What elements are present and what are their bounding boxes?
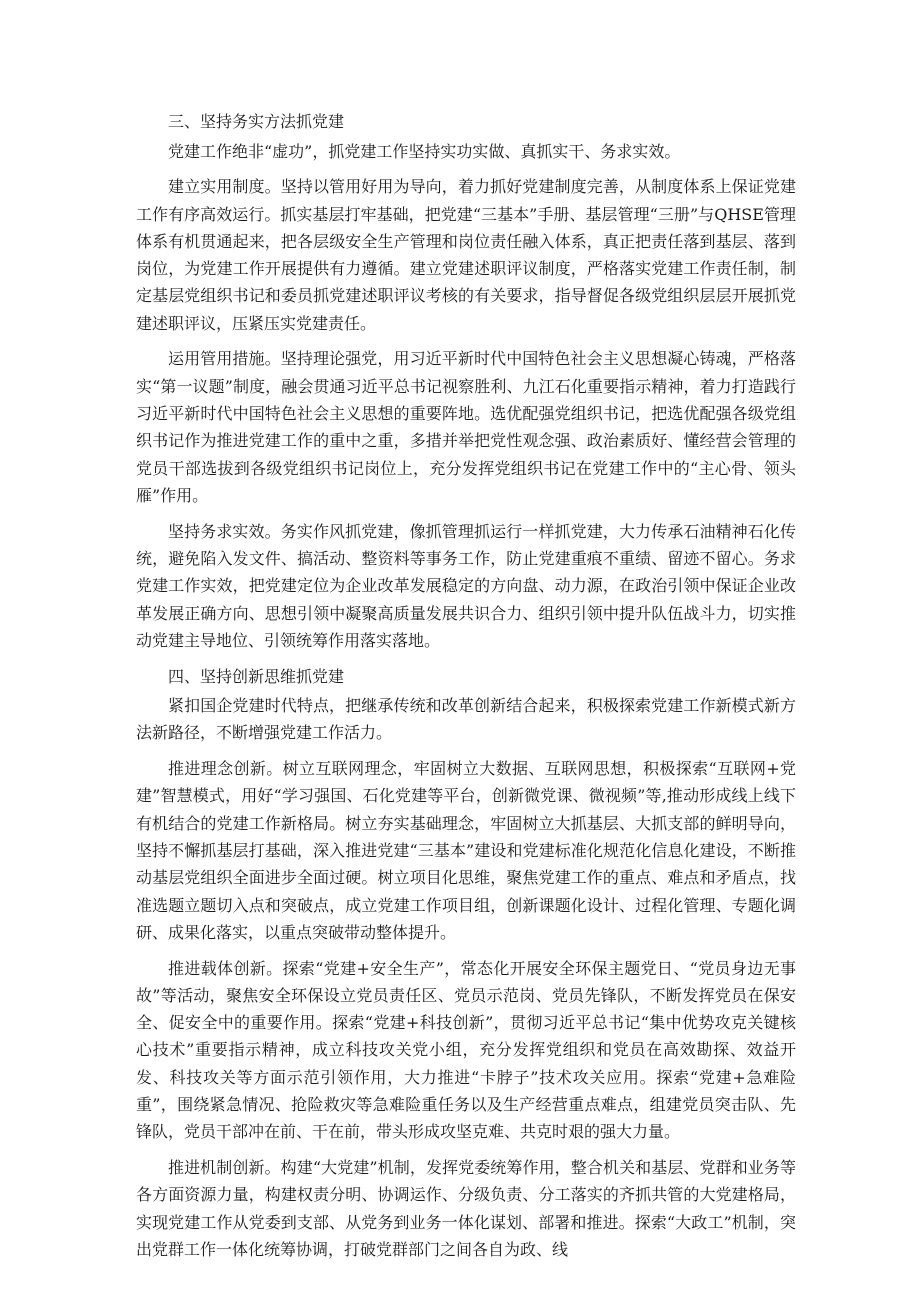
document-page <box>136 108 796 1272</box>
paragraph: 运用管用措施。坚持理论强党，用习近平新时代中国特色社会主义思想凝心铸魂，严格落实“第一议题”制度，融会贯通习近平总书记视察胜利、九江石化重要指示精神，着力打造践行习近平新时代中国特色社会主义思想的重要阵地。选优配强党组织书记，把选优配强各级党组织书记作为推进党建工作的重中之重，多措并举把党性观念强、政治素质好、懂经营会管理的党员干部选拔到各级党组织书记岗位上，充分发挥党组织书记在党建工作中的“主心骨、领头雁”作用。 <box>136 349 796 505</box>
paragraph: 推进机制创新。构建“大党建”机制，发挥党委统筹作用，整合机关和基层、党群和业务等各方面资源力量，构建权责分明、协调运作、分级负责、分工落实的齐抓共管的大党建格局，实现党建工作从党委到支部、从党务到业务一体化谋划、部署和推进。探索“大政工”机制，突出党群工作一体化统筹协调，打破党群部门之间各自为政、线 <box>136 1158 796 1259</box>
paragraph: 紧扣国企党建时代特点，把继承传统和改革创新结合起来，积极探索党建工作新模式新方法新路径，不断增强党建工作活力。 <box>136 696 796 743</box>
section-heading: 三、坚持务实方法抓党建 <box>168 112 345 131</box>
paragraph: 建立实用制度。坚持以管用好用为导向，着力抓好党建制度完善，从制度体系上保证党建工作有序高效运行。抓实基层打牢基础，把党建“三基本”手册、基层管理“三册”与QHSE管理体系有机贯通起来，把各层级安全生产管理和岗位责任融入体系，真正把责任落到基层、落到岗位，为党建工作开展提供有力遵循。建立党建述职评议制度，严格落实党建工作责任制，制定基层党组织书记和委员抓党建述职评议考核的有关要求，指导督促各级党组织层层开展抓党建述职评议，压紧压实党建责任。 <box>136 177 796 333</box>
paragraph: 坚持务求实效。务实作风抓党建，像抓管理抓运行一样抓党建，大力传承石油精神石化传统，避免陷入发文件、搞活动、整资料等事务工作，防止党建重痕不重绩、留迹不留心。务求党建工作实效，把党建定位为企业改革发展稳定的方向盘、动力源，在政治引领中保证企业改革发展正确方向、思想引领中凝聚高质量发展共识合力、组织引领中提升队伍战斗力，切实推动党建主导地位、引领统筹作用落实落地。 <box>136 521 796 650</box>
paragraph: 党建工作绝非“虚功”，抓党建工作坚持实功实做、真抓实干、务求实效。 <box>168 141 681 161</box>
section-heading: 四、坚持创新思维抓党建 <box>168 666 345 686</box>
paragraph: 推进载体创新。探索“党建+安全生产”，常态化开展安全环保主题党日、“党员身边无事故”等活动，聚焦安全环保设立党员责任区、党员示范岗、党员先锋队，不断发挥党员在保安全、促安全中的重要作用。探索“党建+科技创新”，贯彻习近平总书记“集中优势攻克关键核心技术”重要指示精神，成立科技攻关党小组，充分发挥党组织和党员在高效勘探、效益开发、科技攻关等方面示范引领作用，大力推进“卡脖子”技术攻关应用。探索“党建+急难险重”，围绕紧急情况、抢险救灾等急难险重任务以及生产经营重点难点，组建党员突击队、先锋队，党员干部冲在前、干在前，带头形成攻坚克难、共克时艰的强大力量。 <box>136 958 796 1142</box>
paragraph: 推进理念创新。树立互联网理念，牢固树立大数据、互联网思想，积极探索“互联网+党建”智慧模式，用好“学习强国、石化党建等平台，创新微党课、微视频”等,推动形成线上线下有机结合的党建工作新格局。树立夯实基础理念，牢固树立大抓基层、大抓支部的鲜明导向，坚持不懈抓基层打基础，深入推进党建“三基本”建设和党建标准化规范化信息化建设，不断推动基层党组织全面进步全面过硬。树立项目化思维，聚焦党建工作的重点、难点和矛盾点，找准选题立题切入点和突破点，成立党建工作项目组，创新课题化设计、过程化管理、专题化调研、成果化落实，以重点突破带动整体提升。 <box>136 759 796 942</box>
